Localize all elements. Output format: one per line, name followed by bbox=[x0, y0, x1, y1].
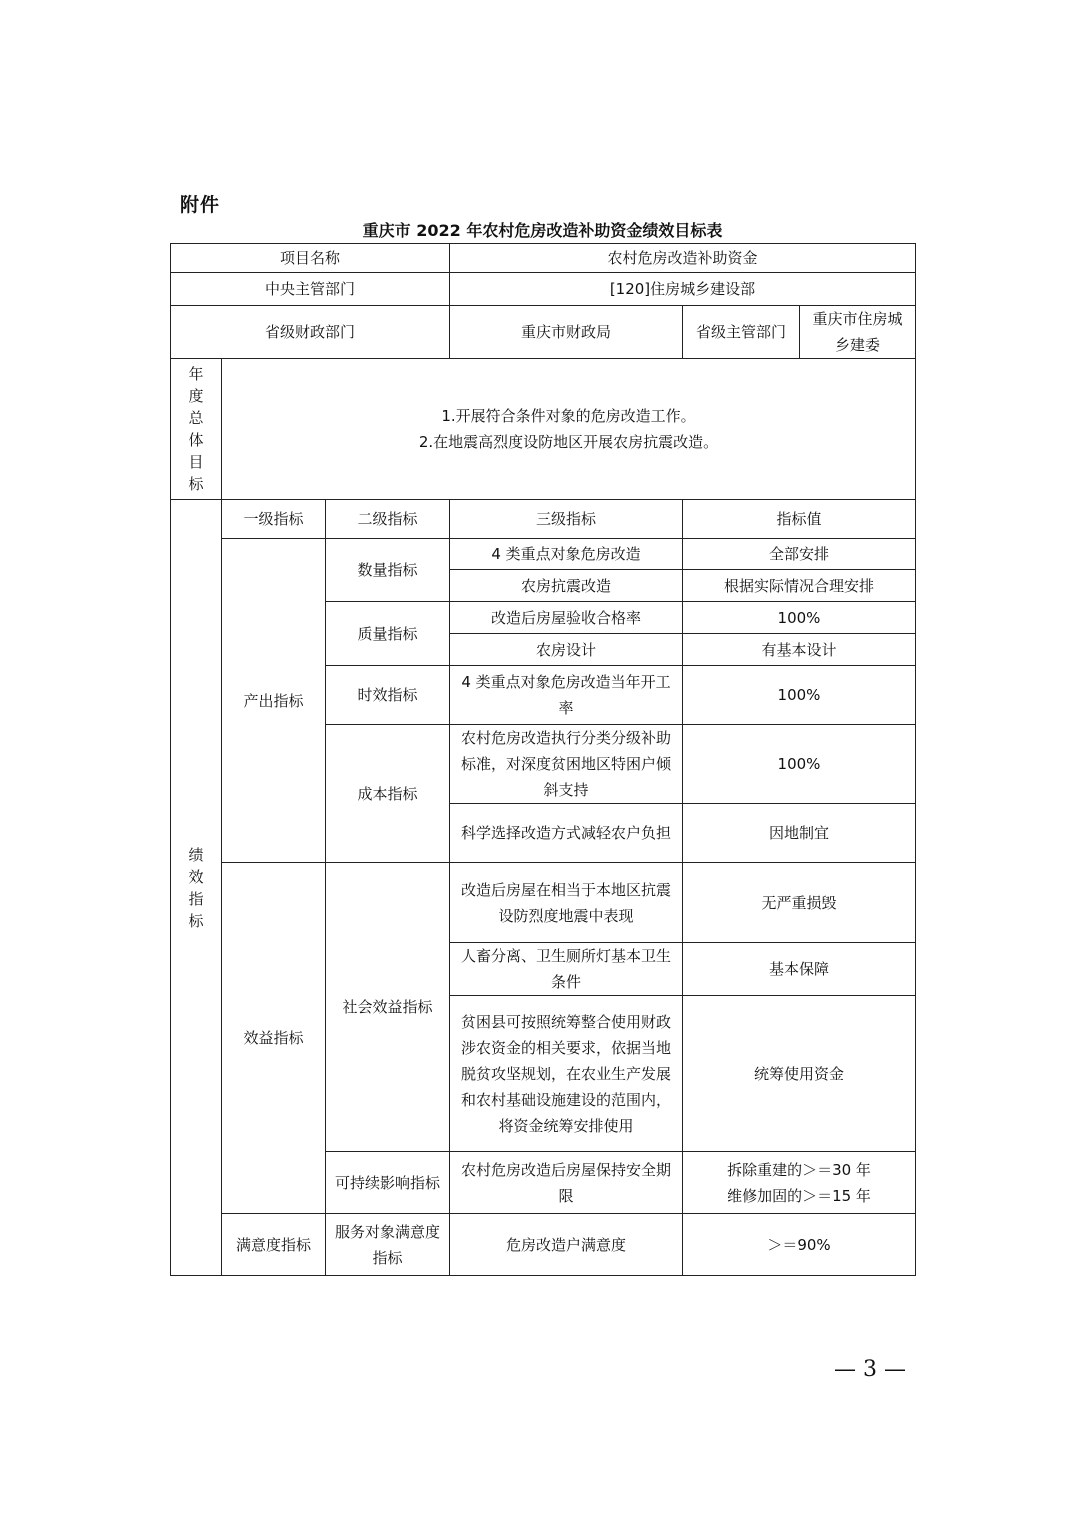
indicator-cell: 4 类重点对象危房改造 bbox=[450, 539, 683, 570]
central-dept-value: [120]住房城乡建设部 bbox=[450, 273, 916, 306]
table-row bbox=[171, 1214, 916, 1276]
value-cell: 无严重损毁 bbox=[683, 863, 916, 943]
indicator-cell: 危房改造户满意度 bbox=[450, 1214, 683, 1276]
indicator-cell: 农村危房改造执行分类分级补助标准，对深度贫困地区特困户倾斜支持 bbox=[450, 725, 683, 804]
level2-timeliness: 时效指标 bbox=[326, 666, 450, 725]
value-cell: 100% bbox=[683, 725, 916, 804]
level2-service-satisfaction: 服务对象满意度指标 bbox=[326, 1214, 450, 1276]
indicator-cell: 农房设计 bbox=[450, 634, 683, 666]
level2-quality: 质量指标 bbox=[326, 602, 450, 666]
level1-satisfaction: 满意度指标 bbox=[222, 1214, 326, 1276]
indicator-cell: 改造后房屋验收合格率 bbox=[450, 602, 683, 634]
value-cell: 100% bbox=[683, 602, 916, 634]
row-project-name bbox=[171, 244, 916, 273]
row-provincial-depts bbox=[171, 306, 916, 359]
annual-goal-content bbox=[222, 359, 916, 500]
indicator-cell: 4 类重点对象危房改造当年开工率 bbox=[450, 666, 683, 725]
row-annual-goal bbox=[171, 359, 916, 500]
level2-quantity: 数量指标 bbox=[326, 539, 450, 602]
value-cell: 有基本设计 bbox=[683, 634, 916, 666]
goal-line: 2.在地震高烈度设防地区开展农房抗震改造。 bbox=[418, 433, 719, 451]
document-title: 重庆市 2022 年农村危房改造补助资金绩效目标表 bbox=[362, 221, 723, 240]
level1-output: 产出指标 bbox=[222, 539, 326, 863]
central-dept-label: 中央主管部门 bbox=[171, 273, 450, 306]
row-indicator-headers bbox=[171, 500, 916, 539]
attachment-label: 附件 bbox=[180, 194, 221, 216]
value-cell: ＞＝90% bbox=[683, 1214, 916, 1276]
indicator-cell: 科学选择改造方式减轻农户负担 bbox=[450, 804, 683, 863]
indicator-cell: 农房抗震改造 bbox=[450, 570, 683, 602]
indicator-cell: 农村危房改造后房屋保持安全期限 bbox=[450, 1152, 683, 1214]
performance-target-table bbox=[170, 243, 916, 1276]
value-line: 维修加固的＞＝15 年 bbox=[727, 1186, 871, 1205]
value-cell: 根据实际情况合理安排 bbox=[683, 570, 916, 602]
value-cell: 统筹使用资金 bbox=[683, 996, 916, 1152]
value-cell: 100% bbox=[683, 666, 916, 725]
header-level1: 一级指标 bbox=[222, 500, 326, 539]
goal-line: 1.开展符合条件对象的危房改造工作。 bbox=[441, 407, 696, 425]
prov-finance-label: 省级财政部门 bbox=[171, 306, 450, 359]
prov-dept-value: 重庆市住房城乡建委 bbox=[800, 306, 916, 359]
value-line: 拆除重建的＞＝30 年 bbox=[727, 1160, 871, 1179]
value-cell: 全部安排 bbox=[683, 539, 916, 570]
value-cell: 基本保障 bbox=[683, 943, 916, 996]
row-central-dept bbox=[171, 273, 916, 306]
annual-goal-label: 年度总体目标 bbox=[171, 359, 222, 500]
level2-cost: 成本指标 bbox=[326, 725, 450, 863]
page-number: — 3 — bbox=[834, 1357, 906, 1382]
performance-indicators-label: 绩效指标 bbox=[171, 500, 222, 1276]
value-cell bbox=[683, 1152, 916, 1214]
indicator-cell: 贫困县可按照统筹整合使用财政涉农资金的相关要求，依据当地脱贫攻坚规划，在农业生产发展和农村基础设施建设的范围内，将资金统筹安排使用 bbox=[450, 996, 683, 1152]
level2-social: 社会效益指标 bbox=[326, 863, 450, 1152]
level2-sustainable: 可持续影响指标 bbox=[326, 1152, 450, 1214]
table-row bbox=[171, 539, 916, 570]
prov-finance-value: 重庆市财政局 bbox=[450, 306, 683, 359]
indicator-cell: 改造后房屋在相当于本地区抗震设防烈度地震中表现 bbox=[450, 863, 683, 943]
indicator-cell: 人畜分离、卫生厕所灯基本卫生条件 bbox=[450, 943, 683, 996]
table-row bbox=[171, 863, 916, 943]
header-value: 指标值 bbox=[683, 500, 916, 539]
prov-dept-label: 省级主管部门 bbox=[683, 306, 800, 359]
level1-benefit: 效益指标 bbox=[222, 863, 326, 1214]
project-name-value: 农村危房改造补助资金 bbox=[450, 244, 916, 273]
value-cell: 因地制宜 bbox=[683, 804, 916, 863]
header-level2: 二级指标 bbox=[326, 500, 450, 539]
project-name-label: 项目名称 bbox=[171, 244, 450, 273]
header-level3: 三级指标 bbox=[450, 500, 683, 539]
